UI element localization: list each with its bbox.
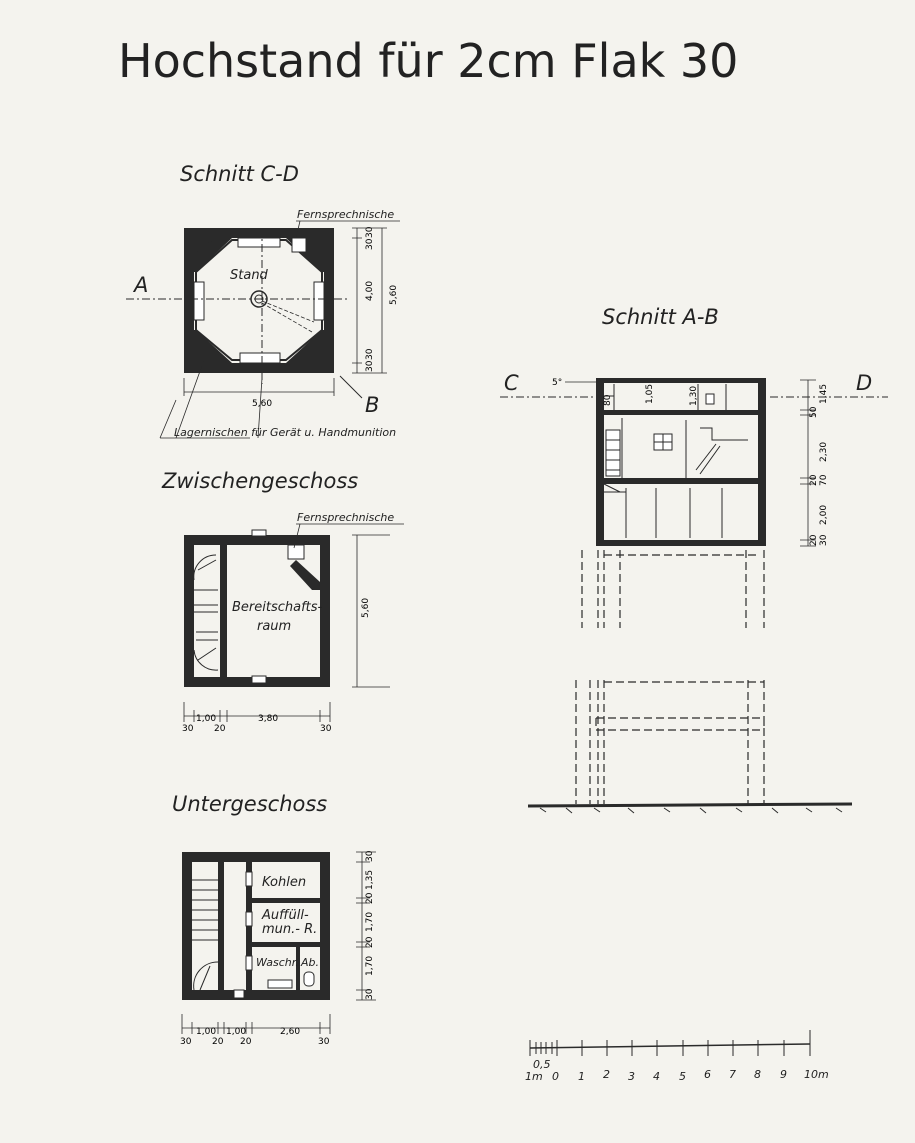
plan-cd-wall-left (184, 228, 194, 373)
plan-cd-dim-height: 5,60 (389, 284, 399, 305)
section-ab-dim-line-right (800, 380, 816, 546)
plan-mid-dim-20: 20 (214, 724, 226, 734)
plan-low-dim-20d: 20 (240, 1037, 252, 1047)
plan-low-wall-inner1 (218, 862, 224, 990)
plan-low-dim-20a: 20 (365, 892, 375, 904)
plan-low-room-wash: Waschr. (256, 956, 299, 969)
plan-mid-stair-lower (194, 632, 218, 670)
plan-low-dim-170b: 1,70 (365, 955, 375, 976)
scale-tick-2: 2 (603, 1068, 610, 1081)
section-ab-angle: 5° (552, 378, 563, 388)
plan-low-room-coal: Kohlen (262, 875, 307, 890)
plan-mid-heading: Zwischengeschoss (162, 469, 359, 493)
plan-mid-phone-label: Fernsprechnische (297, 511, 395, 524)
section-ab-marker-d: D (856, 371, 873, 395)
plan-low-toilet (304, 972, 314, 986)
plan-cd-dim-inner: 4,00 (365, 280, 375, 301)
section-ab-stair-mid (606, 430, 620, 476)
plan-low-dim-20c: 20 (212, 1037, 224, 1047)
plan-cd-dim-line-bottom (184, 378, 334, 396)
section-ab-dim-20b: 20 (809, 534, 819, 546)
plan-cd-phone-box (292, 238, 306, 252)
plan-low-door-wash (246, 956, 252, 970)
scale-label-05: 0,5 (533, 1058, 551, 1071)
plan-low-wall-h2 (252, 942, 320, 947)
scale-tick-10m: 10m (804, 1068, 829, 1081)
plan-mid-dim-100: 1,00 (196, 714, 217, 724)
plan-low-door-bottom (234, 990, 244, 998)
section-ab-marker-c: C (504, 371, 519, 395)
section-ab-slab-1 (604, 410, 758, 415)
plan-low-door-ammo (246, 912, 252, 926)
section-ab-roof (596, 378, 766, 383)
plan-mid-phone-wedge (290, 560, 320, 590)
plan-mid-room-line1: Bereitschafts- (232, 600, 323, 615)
section-ab-niche (706, 394, 714, 404)
plan-cd-dim-30d: 30 (365, 360, 375, 372)
plan-low-dim-100b: 1,00 (226, 1027, 247, 1037)
plan-low-wall-h1 (252, 898, 320, 903)
plan-cd-wall-top (184, 228, 334, 238)
substructure-dashed-frame (576, 680, 764, 804)
plan-low-dim-260: 2,60 (280, 1027, 301, 1037)
section-ab-dim-50: 50 (809, 406, 819, 418)
plan-mid-phone-box (288, 545, 304, 559)
plan-mid-stair-upper (194, 555, 218, 612)
plan-mid-wall-inner (220, 545, 227, 677)
section-ab-wall-right (758, 380, 766, 546)
plan-cd-corner-se (286, 330, 324, 363)
plan-low-wall-top (182, 852, 330, 862)
section-ab-heading: Schnitt A-B (602, 305, 719, 329)
plan-cd-niche-right (314, 282, 324, 320)
section-ab-lower-stair (604, 484, 626, 492)
section-ab-dim-145: 1,45 (819, 383, 829, 404)
plan-mid-window-bottom (252, 676, 266, 683)
plan-low-stair-run (192, 880, 218, 940)
plan-low-heading: Untergeschoss (172, 792, 328, 816)
scale-bar (525, 1030, 829, 1083)
scale-tick-1: 1 (578, 1070, 585, 1083)
plan-mid-dim-line-right (352, 535, 390, 687)
plan-low-wall-bottom (182, 990, 330, 1000)
plan-cd-dim-30b: 30 (365, 238, 375, 250)
plan-mid-window-top (252, 530, 266, 536)
plan-mid-dim-380: 3,80 (258, 714, 279, 724)
substructure (528, 680, 852, 813)
plan-cd-dim-30a: 30 (365, 226, 375, 238)
plan-cd-storage-note: Lagernischen für Gerät u. Handmunition (174, 426, 397, 439)
plan-cd-heading: Schnitt C-D (180, 162, 299, 186)
plan-cd-marker-b: B (365, 393, 380, 417)
section-ab (500, 305, 888, 628)
plan-cd-wall-bottom (184, 363, 334, 373)
ground-hatching (540, 808, 842, 813)
plan-low-dim-170a: 1,70 (365, 911, 375, 932)
scale-tick-8: 8 (754, 1068, 761, 1081)
scale-tick-3: 3 (628, 1070, 635, 1083)
plan-low-room-ab: Ab. (301, 956, 320, 969)
plan-cd-gun-barrel (262, 301, 314, 332)
plan-cd-niche-top (238, 238, 280, 247)
sheet-title: Hochstand für 2cm Flak 30 (118, 34, 739, 88)
section-ab-dim-130: 1,30 (689, 385, 699, 406)
plan-cd-axis-b-diag (340, 376, 362, 398)
plan-low-dim-100a: 1,00 (196, 1027, 217, 1037)
plan-mid-room-line2: raum (257, 619, 292, 634)
section-ab-slab-2 (604, 478, 758, 484)
plan-mid-dim-30-left: 30 (182, 724, 194, 734)
section-ab-dim-30: 30 (819, 534, 829, 546)
plan-mid-dim-30-right: 30 (320, 724, 332, 734)
scale-tick-5: 5 (679, 1070, 686, 1083)
ground-line (528, 804, 852, 806)
scale-tick-4: 4 (653, 1070, 660, 1083)
plan-low-sink (268, 980, 292, 988)
section-ab-lower-walls (626, 488, 722, 538)
section-ab-dim-80: 80 (603, 394, 613, 406)
section-ab-dim-105: 1,05 (645, 383, 655, 404)
scale-tick-6: 6 (704, 1068, 711, 1081)
scale-tick-0: 0 (552, 1070, 559, 1083)
plan-cd-corner-nw (194, 238, 232, 272)
plan-low-dim-20b: 20 (365, 936, 375, 948)
plan-low-dim-30-left: 30 (180, 1037, 192, 1047)
plan-low-room-ammo-1: Auffüll- (262, 908, 309, 923)
plan-cd-niche-left (194, 282, 204, 320)
section-ab-dim-200: 2,00 (819, 504, 829, 525)
plan-cd-wall-right (324, 228, 334, 373)
plan-low-stair-turn (194, 962, 218, 990)
section-ab-dim-70: 70 (819, 474, 829, 486)
plan-cd-corner-sw (194, 330, 232, 363)
section-ab-dim-230: 2,30 (819, 441, 829, 462)
plan-low-dim-30-right: 30 (318, 1037, 330, 1047)
plan-low-dim-30-bottom: 30 (365, 988, 375, 1000)
scale-bar-line (530, 1044, 810, 1048)
plan-cd-niche-bottom (240, 353, 280, 363)
plan-cd-phone-label: Fernsprechnische (297, 208, 395, 221)
plan-mid-wall-left (184, 535, 194, 687)
plan-mid-dim-height: 5,60 (361, 597, 371, 618)
scale-tick-7: 7 (729, 1068, 736, 1081)
section-ab-dim-20a: 20 (809, 474, 819, 486)
plan-cd-room-label: Stand (230, 268, 268, 283)
plan-cd-marker-a: A (134, 273, 149, 297)
plan-low-dim-30-top: 30 (365, 850, 375, 862)
plan-cd-dim-30c: 30 (365, 348, 375, 360)
plan-low (172, 792, 376, 1047)
section-ab-foundation-dashed (582, 550, 764, 628)
plan-low-door-coal (246, 872, 252, 886)
plan-low-room-ammo-2: mun.- R. (262, 922, 318, 937)
scale-label-1m: 1m (525, 1070, 543, 1083)
scale-tick-9: 9 (780, 1068, 787, 1081)
plan-cd-octagon (196, 240, 322, 360)
plan-cd (126, 162, 400, 439)
plan-cd-dim-width: 5,60 (252, 399, 273, 409)
plan-low-dim-135: 1,35 (365, 869, 375, 890)
section-ab-phone-detail (686, 420, 748, 478)
scale-bar-ticks (530, 1030, 810, 1056)
plan-mid (161, 469, 404, 734)
plan-low-wall-right (320, 852, 330, 1000)
section-ab-slab-3 (596, 540, 766, 546)
plan-low-wall-left (182, 852, 192, 1000)
